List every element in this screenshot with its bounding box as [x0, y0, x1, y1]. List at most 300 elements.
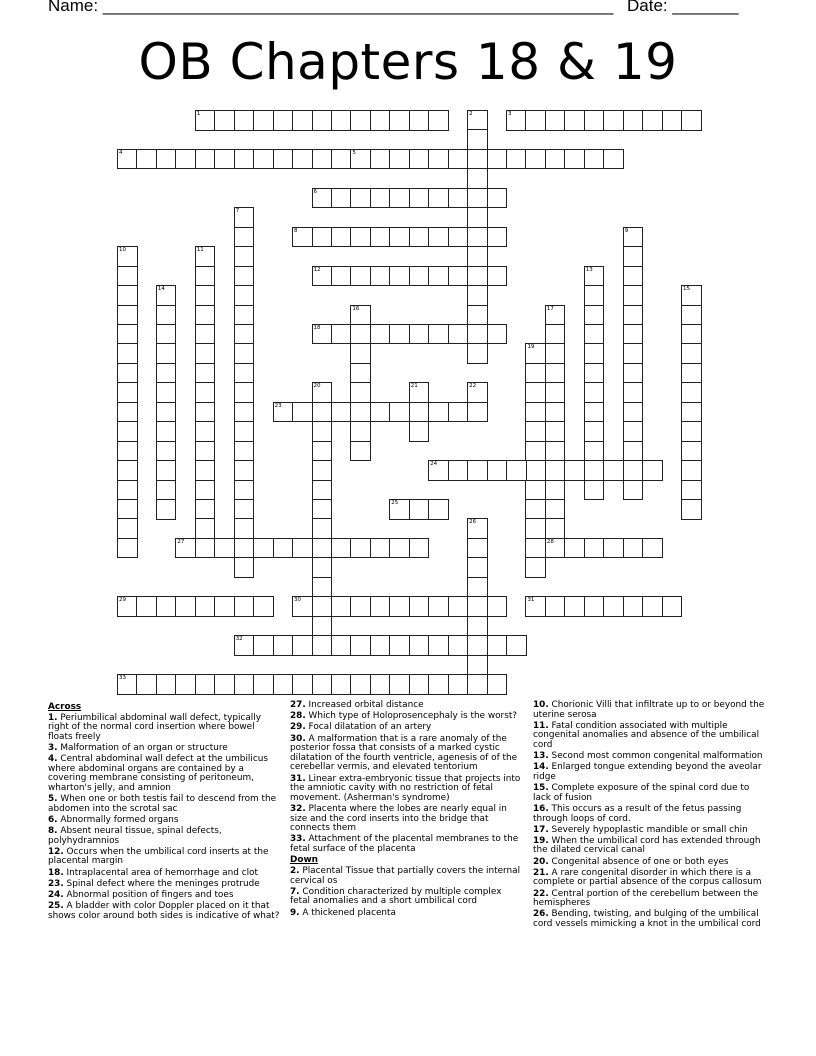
grid-cell[interactable] [175, 149, 196, 170]
grid-cell[interactable] [525, 110, 546, 131]
grid-cell[interactable] [370, 635, 391, 656]
grid-cell[interactable] [545, 480, 566, 501]
grid-cell[interactable] [467, 168, 488, 189]
grid-cell[interactable] [428, 635, 449, 656]
grid-cell[interactable] [506, 149, 527, 170]
grid-cell[interactable] [195, 460, 216, 481]
grid-cell[interactable] [195, 538, 216, 559]
grid-cell[interactable] [545, 324, 566, 345]
grid-cell[interactable] [312, 441, 333, 462]
grid-cell[interactable] [623, 596, 644, 617]
grid-cell[interactable] [117, 596, 138, 617]
grid-cell[interactable] [156, 596, 177, 617]
grid-cell[interactable] [623, 480, 644, 501]
grid-cell[interactable] [467, 227, 488, 248]
grid-cell[interactable] [389, 538, 410, 559]
grid-cell[interactable] [467, 382, 488, 403]
grid-cell[interactable] [506, 460, 527, 481]
grid-cell[interactable] [389, 324, 410, 345]
grid-cell[interactable] [117, 246, 138, 267]
grid-cell[interactable] [350, 110, 371, 131]
grid-cell[interactable] [117, 363, 138, 384]
grid-cell[interactable] [214, 110, 235, 131]
grid-cell[interactable] [234, 343, 255, 364]
grid-cell[interactable] [234, 635, 255, 656]
grid-cell[interactable] [428, 266, 449, 287]
grid-cell[interactable] [564, 149, 585, 170]
grid-cell[interactable] [545, 110, 566, 131]
grid-cell[interactable] [117, 266, 138, 287]
grid-cell[interactable] [623, 343, 644, 364]
grid-cell[interactable] [195, 518, 216, 539]
grid-cell[interactable] [195, 110, 216, 131]
grid-cell[interactable] [467, 285, 488, 306]
grid-cell[interactable] [525, 343, 546, 364]
grid-cell[interactable] [389, 110, 410, 131]
grid-cell[interactable] [234, 324, 255, 345]
grid-cell[interactable] [467, 343, 488, 364]
grid-cell[interactable] [409, 227, 430, 248]
grid-cell[interactable] [195, 343, 216, 364]
grid-cell[interactable] [350, 149, 371, 170]
grid-cell[interactable] [312, 538, 333, 559]
grid-cell[interactable] [623, 266, 644, 287]
grid-cell[interactable] [370, 674, 391, 695]
grid-cell[interactable] [195, 674, 216, 695]
grid-cell[interactable] [312, 674, 333, 695]
grid-cell[interactable] [234, 246, 255, 267]
grid-cell[interactable] [409, 538, 430, 559]
grid-cell[interactable] [195, 324, 216, 345]
grid-cell[interactable] [428, 227, 449, 248]
grid-cell[interactable] [312, 324, 333, 345]
grid-cell[interactable] [642, 596, 663, 617]
grid-cell[interactable] [487, 596, 508, 617]
grid-cell[interactable] [467, 110, 488, 131]
grid-cell[interactable] [234, 499, 255, 520]
grid-cell[interactable] [409, 149, 430, 170]
grid-cell[interactable] [156, 305, 177, 326]
grid-cell[interactable] [234, 110, 255, 131]
grid-cell[interactable] [545, 518, 566, 539]
grid-cell[interactable] [117, 402, 138, 423]
grid-cell[interactable] [681, 441, 702, 462]
grid-cell[interactable] [273, 635, 294, 656]
grid-cell[interactable] [350, 421, 371, 442]
grid-cell[interactable] [273, 149, 294, 170]
grid-cell[interactable] [234, 285, 255, 306]
grid-cell[interactable] [525, 518, 546, 539]
grid-cell[interactable] [370, 596, 391, 617]
grid-cell[interactable] [312, 499, 333, 520]
grid-cell[interactable] [545, 421, 566, 442]
grid-cell[interactable] [584, 480, 605, 501]
grid-cell[interactable] [331, 149, 352, 170]
grid-cell[interactable] [584, 596, 605, 617]
grid-cell[interactable] [195, 266, 216, 287]
grid-cell[interactable] [487, 674, 508, 695]
grid-cell[interactable] [156, 363, 177, 384]
grid-cell[interactable] [681, 343, 702, 364]
grid-cell[interactable] [253, 635, 274, 656]
grid-cell[interactable] [312, 577, 333, 598]
grid-cell[interactable] [234, 460, 255, 481]
grid-cell[interactable] [117, 674, 138, 695]
grid-cell[interactable] [623, 363, 644, 384]
grid-cell[interactable] [331, 596, 352, 617]
grid-cell[interactable] [448, 188, 469, 209]
grid-cell[interactable] [623, 110, 644, 131]
grid-cell[interactable] [312, 460, 333, 481]
grid-cell[interactable] [487, 149, 508, 170]
grid-cell[interactable] [292, 149, 313, 170]
grid-cell[interactable] [156, 343, 177, 364]
grid-cell[interactable] [487, 324, 508, 345]
grid-cell[interactable] [214, 149, 235, 170]
grid-cell[interactable] [370, 324, 391, 345]
grid-cell[interactable] [545, 499, 566, 520]
grid-cell[interactable] [312, 382, 333, 403]
grid-cell[interactable] [467, 577, 488, 598]
grid-cell[interactable] [525, 363, 546, 384]
grid-cell[interactable] [117, 324, 138, 345]
grid-cell[interactable] [467, 518, 488, 539]
grid-cell[interactable] [584, 460, 605, 481]
grid-cell[interactable] [448, 324, 469, 345]
grid-cell[interactable] [234, 266, 255, 287]
grid-cell[interactable] [545, 305, 566, 326]
grid-cell[interactable] [156, 324, 177, 345]
grid-cell[interactable] [312, 227, 333, 248]
grid-cell[interactable] [292, 402, 313, 423]
grid-cell[interactable] [350, 441, 371, 462]
grid-cell[interactable] [234, 674, 255, 695]
grid-cell[interactable] [331, 110, 352, 131]
grid-cell[interactable] [156, 499, 177, 520]
grid-cell[interactable] [681, 305, 702, 326]
grid-cell[interactable] [312, 616, 333, 637]
grid-cell[interactable] [253, 596, 274, 617]
grid-cell[interactable] [681, 110, 702, 131]
grid-cell[interactable] [642, 460, 663, 481]
grid-cell[interactable] [467, 596, 488, 617]
grid-cell[interactable] [409, 596, 430, 617]
grid-cell[interactable] [623, 227, 644, 248]
grid-cell[interactable] [253, 149, 274, 170]
grid-cell[interactable] [214, 596, 235, 617]
grid-cell[interactable] [312, 557, 333, 578]
grid-cell[interactable] [467, 188, 488, 209]
grid-cell[interactable] [681, 421, 702, 442]
grid-cell[interactable] [331, 227, 352, 248]
grid-cell[interactable] [642, 538, 663, 559]
grid-cell[interactable] [195, 305, 216, 326]
grid-cell[interactable] [584, 402, 605, 423]
grid-cell[interactable] [681, 402, 702, 423]
grid-cell[interactable] [234, 480, 255, 501]
grid-cell[interactable] [156, 441, 177, 462]
grid-cell[interactable] [623, 285, 644, 306]
grid-cell[interactable] [584, 441, 605, 462]
grid-cell[interactable] [525, 596, 546, 617]
grid-cell[interactable] [603, 596, 624, 617]
grid-cell[interactable] [584, 110, 605, 131]
grid-cell[interactable] [292, 674, 313, 695]
grid-cell[interactable] [253, 538, 274, 559]
grid-cell[interactable] [525, 441, 546, 462]
grid-cell[interactable] [623, 246, 644, 267]
grid-cell[interactable] [584, 421, 605, 442]
grid-cell[interactable] [428, 149, 449, 170]
grid-cell[interactable] [292, 635, 313, 656]
grid-cell[interactable] [312, 518, 333, 539]
grid-cell[interactable] [214, 674, 235, 695]
grid-cell[interactable] [136, 149, 157, 170]
grid-cell[interactable] [681, 285, 702, 306]
grid-cell[interactable] [467, 246, 488, 267]
grid-cell[interactable] [312, 421, 333, 442]
grid-cell[interactable] [564, 538, 585, 559]
grid-cell[interactable] [584, 538, 605, 559]
grid-cell[interactable] [467, 460, 488, 481]
grid-cell[interactable] [117, 382, 138, 403]
grid-cell[interactable] [506, 635, 527, 656]
grid-cell[interactable] [156, 480, 177, 501]
grid-cell[interactable] [117, 518, 138, 539]
grid-cell[interactable] [681, 480, 702, 501]
grid-cell[interactable] [331, 635, 352, 656]
grid-cell[interactable] [350, 343, 371, 364]
grid-cell[interactable] [623, 382, 644, 403]
grid-cell[interactable] [214, 538, 235, 559]
grid-cell[interactable] [370, 227, 391, 248]
grid-cell[interactable] [623, 402, 644, 423]
grid-cell[interactable] [370, 402, 391, 423]
grid-cell[interactable] [448, 674, 469, 695]
grid-cell[interactable] [117, 285, 138, 306]
grid-cell[interactable] [117, 149, 138, 170]
grid-cell[interactable] [409, 499, 430, 520]
grid-cell[interactable] [584, 343, 605, 364]
grid-cell[interactable] [273, 402, 294, 423]
grid-cell[interactable] [545, 441, 566, 462]
grid-cell[interactable] [525, 402, 546, 423]
grid-cell[interactable] [370, 188, 391, 209]
grid-cell[interactable] [234, 557, 255, 578]
grid-cell[interactable] [525, 382, 546, 403]
grid-cell[interactable] [292, 538, 313, 559]
grid-cell[interactable] [370, 149, 391, 170]
grid-cell[interactable] [525, 557, 546, 578]
grid-cell[interactable] [312, 149, 333, 170]
grid-cell[interactable] [350, 538, 371, 559]
grid-cell[interactable] [584, 149, 605, 170]
grid-cell[interactable] [350, 635, 371, 656]
grid-cell[interactable] [195, 382, 216, 403]
grid-cell[interactable] [525, 421, 546, 442]
grid-cell[interactable] [195, 149, 216, 170]
grid-cell[interactable] [331, 674, 352, 695]
grid-cell[interactable] [350, 266, 371, 287]
grid-cell[interactable] [487, 266, 508, 287]
grid-cell[interactable] [428, 674, 449, 695]
grid-cell[interactable] [117, 538, 138, 559]
grid-cell[interactable] [331, 324, 352, 345]
grid-cell[interactable] [584, 266, 605, 287]
grid-cell[interactable] [389, 149, 410, 170]
grid-cell[interactable] [234, 441, 255, 462]
grid-cell[interactable] [156, 460, 177, 481]
grid-cell[interactable] [428, 596, 449, 617]
grid-cell[interactable] [409, 110, 430, 131]
grid-cell[interactable] [545, 596, 566, 617]
grid-cell[interactable] [350, 382, 371, 403]
grid-cell[interactable] [389, 402, 410, 423]
grid-cell[interactable] [623, 324, 644, 345]
grid-cell[interactable] [409, 266, 430, 287]
grid-cell[interactable] [312, 266, 333, 287]
grid-cell[interactable] [234, 305, 255, 326]
grid-cell[interactable] [292, 596, 313, 617]
grid-cell[interactable] [467, 149, 488, 170]
grid-cell[interactable] [156, 421, 177, 442]
grid-cell[interactable] [234, 382, 255, 403]
grid-cell[interactable] [584, 363, 605, 384]
grid-cell[interactable] [409, 324, 430, 345]
grid-cell[interactable] [681, 460, 702, 481]
grid-cell[interactable] [350, 402, 371, 423]
grid-cell[interactable] [448, 635, 469, 656]
grid-cell[interactable] [331, 538, 352, 559]
grid-cell[interactable] [389, 635, 410, 656]
grid-cell[interactable] [234, 363, 255, 384]
grid-cell[interactable] [312, 188, 333, 209]
grid-cell[interactable] [312, 402, 333, 423]
grid-cell[interactable] [389, 266, 410, 287]
grid-cell[interactable] [312, 596, 333, 617]
grid-cell[interactable] [136, 674, 157, 695]
grid-cell[interactable] [253, 674, 274, 695]
grid-cell[interactable] [662, 596, 683, 617]
grid-cell[interactable] [467, 266, 488, 287]
grid-cell[interactable] [467, 655, 488, 676]
grid-cell[interactable] [545, 460, 566, 481]
grid-cell[interactable] [331, 402, 352, 423]
grid-cell[interactable] [623, 305, 644, 326]
grid-cell[interactable] [428, 324, 449, 345]
grid-cell[interactable] [467, 402, 488, 423]
grid-cell[interactable] [409, 635, 430, 656]
grid-cell[interactable] [409, 188, 430, 209]
grid-cell[interactable] [448, 402, 469, 423]
grid-cell[interactable] [195, 441, 216, 462]
grid-cell[interactable] [253, 110, 274, 131]
grid-cell[interactable] [487, 635, 508, 656]
grid-cell[interactable] [428, 460, 449, 481]
grid-cell[interactable] [389, 596, 410, 617]
grid-cell[interactable] [175, 674, 196, 695]
grid-cell[interactable] [623, 441, 644, 462]
grid-cell[interactable] [409, 421, 430, 442]
grid-cell[interactable] [448, 460, 469, 481]
grid-cell[interactable] [681, 382, 702, 403]
grid-cell[interactable] [545, 149, 566, 170]
grid-cell[interactable] [370, 538, 391, 559]
grid-cell[interactable] [428, 499, 449, 520]
grid-cell[interactable] [448, 227, 469, 248]
grid-cell[interactable] [525, 149, 546, 170]
grid-cell[interactable] [331, 266, 352, 287]
grid-cell[interactable] [506, 110, 527, 131]
grid-cell[interactable] [545, 538, 566, 559]
grid-cell[interactable] [195, 285, 216, 306]
grid-cell[interactable] [370, 266, 391, 287]
grid-cell[interactable] [175, 538, 196, 559]
grid-cell[interactable] [117, 499, 138, 520]
grid-cell[interactable] [448, 596, 469, 617]
grid-cell[interactable] [545, 382, 566, 403]
grid-cell[interactable] [195, 246, 216, 267]
grid-cell[interactable] [487, 227, 508, 248]
grid-cell[interactable] [545, 343, 566, 364]
grid-cell[interactable] [350, 596, 371, 617]
grid-cell[interactable] [467, 674, 488, 695]
grid-cell[interactable] [545, 363, 566, 384]
grid-cell[interactable] [234, 402, 255, 423]
grid-cell[interactable] [312, 110, 333, 131]
grid-cell[interactable] [525, 499, 546, 520]
grid-cell[interactable] [234, 227, 255, 248]
grid-cell[interactable] [195, 421, 216, 442]
grid-cell[interactable] [428, 110, 449, 131]
grid-cell[interactable] [409, 674, 430, 695]
grid-cell[interactable] [603, 538, 624, 559]
grid-cell[interactable] [584, 305, 605, 326]
grid-cell[interactable] [681, 324, 702, 345]
grid-cell[interactable] [389, 227, 410, 248]
grid-cell[interactable] [195, 402, 216, 423]
grid-cell[interactable] [467, 635, 488, 656]
grid-cell[interactable] [350, 305, 371, 326]
grid-cell[interactable] [117, 421, 138, 442]
grid-cell[interactable] [467, 207, 488, 228]
grid-cell[interactable] [234, 149, 255, 170]
grid-cell[interactable] [117, 343, 138, 364]
grid-cell[interactable] [389, 674, 410, 695]
grid-cell[interactable] [487, 460, 508, 481]
grid-cell[interactable] [389, 188, 410, 209]
grid-cell[interactable] [234, 207, 255, 228]
grid-cell[interactable] [409, 402, 430, 423]
grid-cell[interactable] [564, 460, 585, 481]
grid-cell[interactable] [273, 674, 294, 695]
grid-cell[interactable] [195, 480, 216, 501]
grid-cell[interactable] [448, 149, 469, 170]
grid-cell[interactable] [273, 538, 294, 559]
grid-cell[interactable] [564, 596, 585, 617]
grid-cell[interactable] [584, 324, 605, 345]
grid-cell[interactable] [467, 324, 488, 345]
grid-cell[interactable] [584, 285, 605, 306]
grid-cell[interactable] [273, 110, 294, 131]
grid-cell[interactable] [312, 480, 333, 501]
grid-cell[interactable] [117, 305, 138, 326]
grid-cell[interactable] [350, 324, 371, 345]
grid-cell[interactable] [156, 285, 177, 306]
grid-cell[interactable] [681, 499, 702, 520]
grid-cell[interactable] [467, 538, 488, 559]
grid-cell[interactable] [234, 518, 255, 539]
